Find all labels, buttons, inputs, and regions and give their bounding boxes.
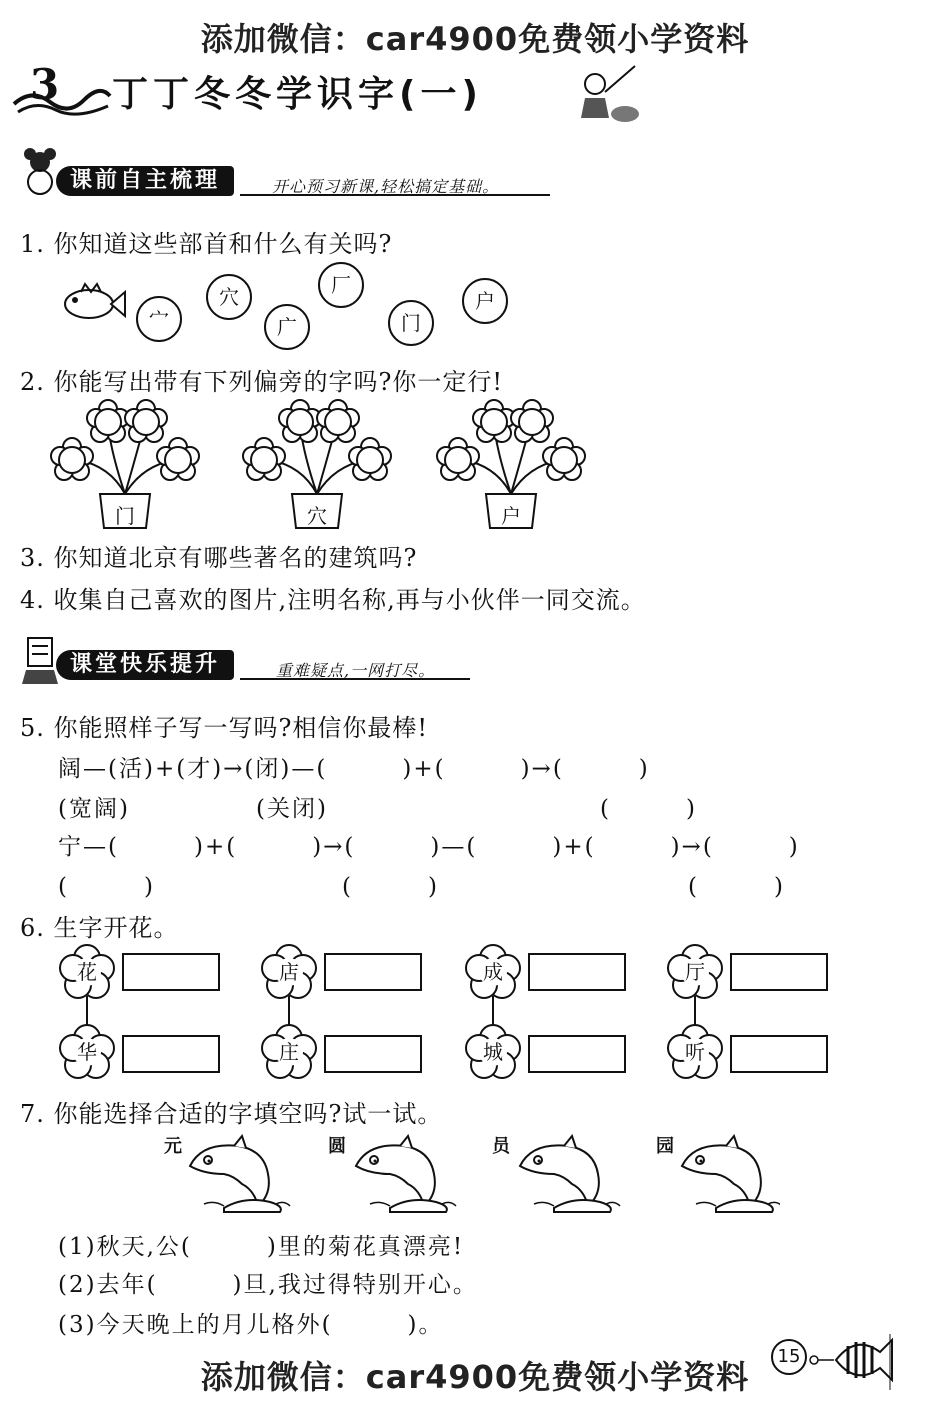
section2-banner: 课堂快乐提升 bbox=[56, 650, 234, 680]
page-number: 15 bbox=[771, 1339, 807, 1375]
section1-banner: 课前自主梳理 bbox=[56, 166, 234, 196]
q7-text: 7. 你能选择合适的字填空吗?试一试。 bbox=[20, 1100, 443, 1128]
radical-circle: 门 bbox=[388, 300, 434, 346]
dolphin-char: 元 bbox=[164, 1136, 182, 1157]
answer-box[interactable] bbox=[324, 953, 422, 991]
flower-char-bottom: 城 bbox=[483, 1040, 503, 1064]
dolphin-char: 园 bbox=[656, 1136, 674, 1157]
answer-box[interactable] bbox=[324, 1035, 422, 1073]
radical-circle: 广 bbox=[264, 304, 310, 350]
q5-line3: 宁—( )+( )→( )—( )+( )→( ) bbox=[58, 834, 800, 860]
fish-icon bbox=[55, 280, 127, 328]
q5-line2c: ( ) bbox=[600, 796, 697, 822]
q2-text: 2. 你能写出带有下列偏旁的字吗?你一定行! bbox=[20, 368, 504, 396]
wave-decoration-icon bbox=[12, 80, 112, 116]
q6-text: 6. 生字开花。 bbox=[20, 914, 179, 942]
pot-label: 穴 bbox=[307, 504, 327, 528]
flower-char-top: 店 bbox=[279, 960, 299, 984]
q5-line2b: (关闭) bbox=[256, 796, 328, 822]
pot-label: 门 bbox=[115, 504, 135, 528]
dolphin-char: 圆 bbox=[328, 1136, 346, 1157]
answer-box[interactable] bbox=[528, 953, 626, 991]
radical-circle: 宀 bbox=[136, 296, 182, 342]
q5-text: 5. 你能照样子写一写吗?相信你最棒! bbox=[20, 714, 429, 742]
answer-box[interactable] bbox=[122, 1035, 220, 1073]
fishing-kid-icon bbox=[565, 62, 640, 124]
answer-box[interactable] bbox=[730, 953, 828, 991]
q5-line1: 阔—(活)+(才)→(闭)—( )+( )→( ) bbox=[58, 756, 650, 782]
dolphin-char: 员 bbox=[492, 1136, 510, 1157]
section2-slogan: 重难疑点,一网打尽。 bbox=[276, 661, 436, 680]
q3-text: 3. 你知道北京有哪些著名的建筑吗? bbox=[20, 544, 418, 572]
section1-slogan: 开心预习新课,轻松搞定基础。 bbox=[272, 177, 500, 196]
q5-line4b: ( ) bbox=[342, 874, 439, 900]
q7-sentence-1: (1)秋天,公( )里的菊花真漂亮! bbox=[58, 1234, 465, 1260]
pot-label: 户 bbox=[501, 504, 521, 528]
radical-circle: 厂 bbox=[318, 262, 364, 308]
flower-char-top: 厅 bbox=[685, 960, 705, 984]
answer-box[interactable] bbox=[730, 1035, 828, 1073]
mascot-icon bbox=[16, 148, 64, 196]
watermark-bottom: 添加微信：car4900免费领小学资料 bbox=[200, 1358, 750, 1396]
flower-char-top: 花 bbox=[77, 960, 97, 984]
q7-sentence-3: (3)今天晚上的月儿格外( )。 bbox=[58, 1312, 444, 1338]
q7-sentence-2: (2)去年( )旦,我过得特别开心。 bbox=[58, 1272, 478, 1298]
flower-char-bottom: 庄 bbox=[279, 1040, 299, 1064]
flower-char-bottom: 听 bbox=[685, 1040, 705, 1064]
q4-text: 4. 收集自己喜欢的图片,注明名称,再与小伙伴一同交流。 bbox=[20, 586, 646, 614]
q1-text: 1. 你知道这些部首和什么有关吗? bbox=[20, 230, 393, 258]
answer-box[interactable] bbox=[122, 953, 220, 991]
radical-circle: 户 bbox=[462, 278, 508, 324]
answer-box[interactable] bbox=[528, 1035, 626, 1073]
flower-char-top: 成 bbox=[483, 960, 503, 984]
q5-line2a: (宽阔) bbox=[58, 796, 130, 822]
flower-char-bottom: 华 bbox=[77, 1040, 97, 1064]
q5-line4a: ( ) bbox=[58, 874, 155, 900]
dolphins-drawing bbox=[180, 1134, 780, 1216]
radical-circle: 穴 bbox=[206, 274, 252, 320]
lesson-title: 丁丁冬冬学识字(一) bbox=[112, 74, 483, 115]
striped-fish-icon bbox=[806, 1330, 894, 1392]
watermark-top: 添加微信：car4900免费领小学资料 bbox=[200, 20, 750, 58]
lesson-number: 3 bbox=[30, 60, 60, 109]
q5-line4c: ( ) bbox=[688, 874, 785, 900]
